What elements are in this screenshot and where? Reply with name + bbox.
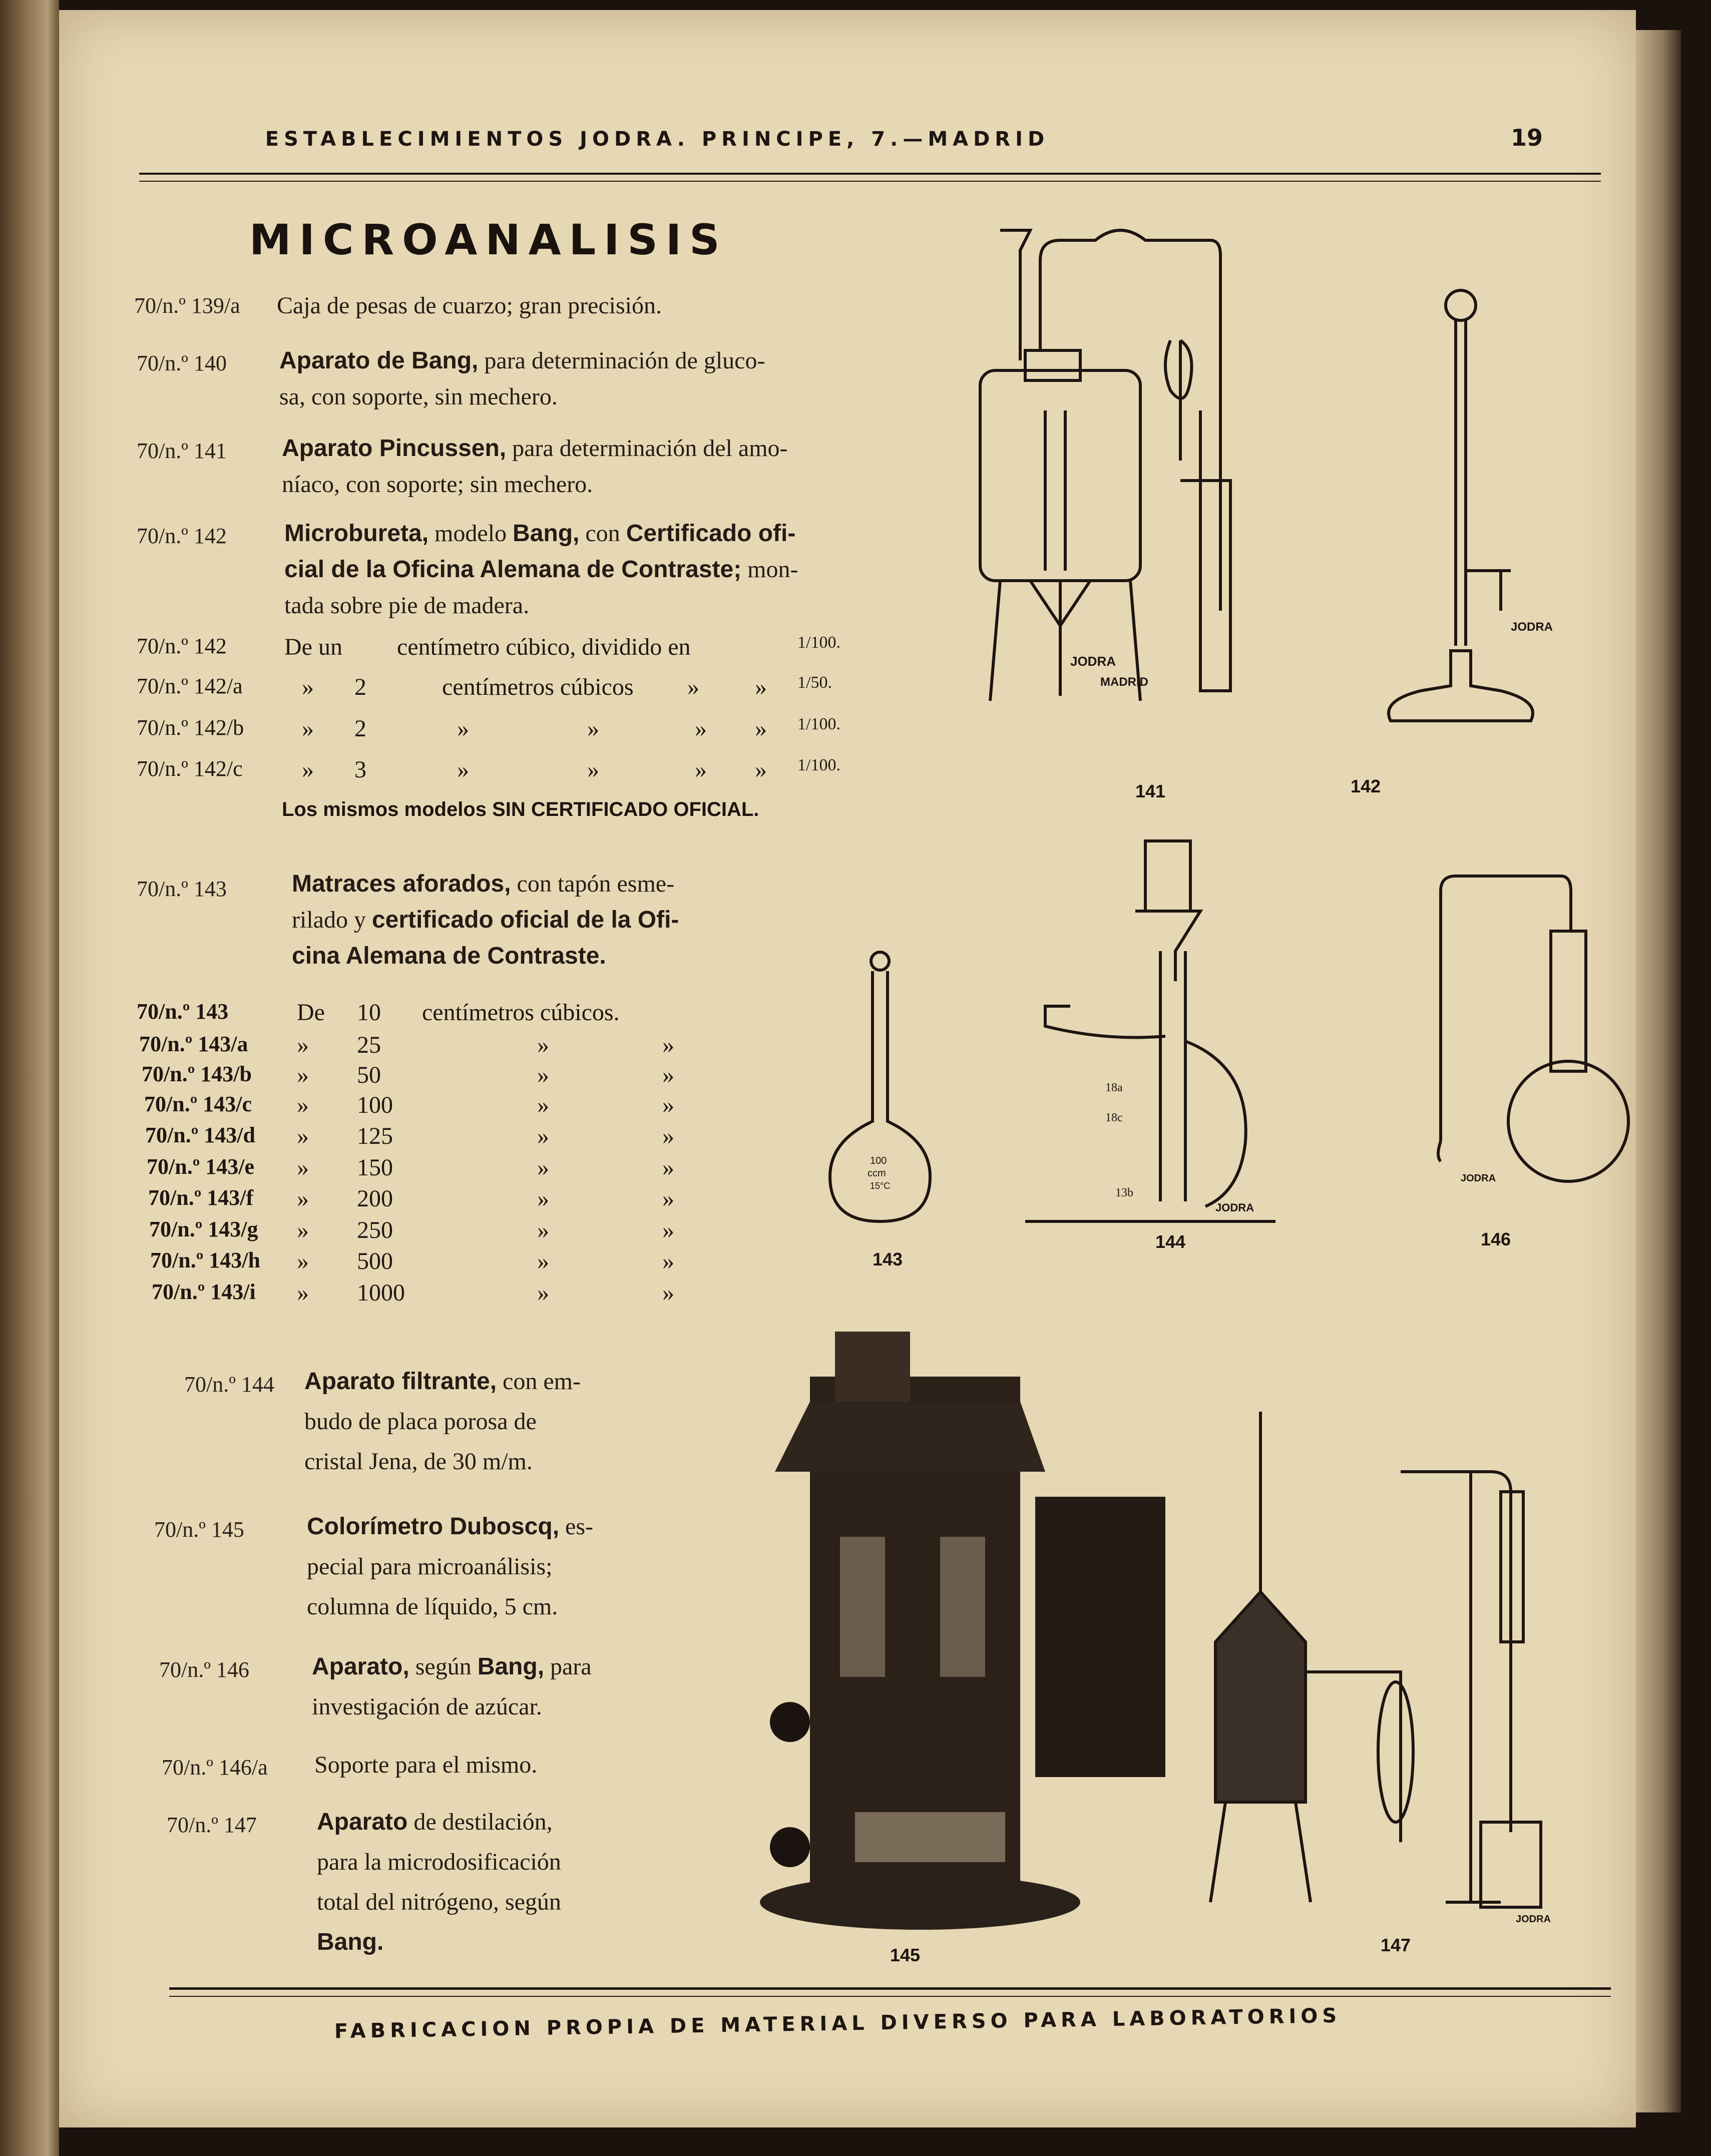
- figure-141-illustration: [970, 200, 1250, 726]
- entry-text: con tapón esme-: [517, 871, 675, 897]
- matraz-row: [145, 1122, 796, 1152]
- row-cell: »: [695, 715, 707, 742]
- page-footer: FABRICACION PROPIA DE MATERIAL DIVERSO PARA LABORATORIOS: [334, 2004, 1342, 2043]
- row-cell: »: [297, 1185, 309, 1212]
- entry-text: cristal Jena, de 30 m/m.: [304, 1448, 533, 1475]
- row-cell: 150: [357, 1154, 393, 1181]
- row-cell: »: [537, 1248, 549, 1274]
- maker-mark: MADRID: [1100, 675, 1148, 689]
- figure-label: 142: [1351, 776, 1381, 796]
- row-code: 70/n.º 143/f: [148, 1185, 254, 1210]
- entry-bold: Aparato Pincussen,: [282, 435, 507, 462]
- row-cell: »: [587, 715, 599, 742]
- page-header: ESTABLECIMIENTOS JODRA. PRINCIPE, 7.—MADRID: [265, 128, 1050, 151]
- entry-code: 70/n.º 139/a: [134, 293, 240, 318]
- entry-description: [284, 516, 975, 624]
- row-cell: »: [662, 1248, 674, 1274]
- entry-bold: Bang,: [513, 520, 580, 547]
- row-code: 70/n.º 143/g: [149, 1217, 258, 1241]
- row-cell: »: [297, 1032, 309, 1058]
- row-cell: »: [537, 1217, 549, 1243]
- row-code: 70/n.º 142/a: [137, 674, 243, 698]
- figure-label: 147: [1381, 1935, 1411, 1955]
- row-cell: »: [587, 756, 599, 783]
- entry-bold: Bang.: [317, 1929, 384, 1955]
- section-title: MICROANALISIS: [249, 215, 728, 264]
- row-cell: 3: [354, 756, 366, 783]
- row-cell: »: [537, 1123, 549, 1149]
- entry-text: Soporte para el mismo.: [314, 1752, 538, 1778]
- entry-text: budo de placa porosa de: [304, 1408, 537, 1435]
- row-cell: 250: [357, 1217, 393, 1243]
- header-rule: [139, 173, 1601, 182]
- figure-142-illustration: [1381, 270, 1571, 751]
- row-code: 70/n.º 142: [137, 634, 227, 658]
- matraz-row: [152, 1279, 802, 1309]
- entry-code: 70/n.º 146: [159, 1657, 249, 1682]
- level-marker: 13b: [1115, 1186, 1133, 1199]
- row-cell: »: [297, 1092, 309, 1118]
- figure-145-illustration: [720, 1312, 1220, 1932]
- figure-143-illustration: [820, 941, 940, 1241]
- row-fraction: 1/50.: [797, 673, 832, 692]
- no-certificate-note: Los mismos modelos SIN CERTIFICADO OFICIAL.: [282, 798, 759, 820]
- row-cell: De un: [284, 634, 342, 660]
- entry-text: para la microdosificación: [317, 1849, 561, 1875]
- entry-code: 70/n.º 144: [184, 1372, 274, 1397]
- matraz-row: [147, 1154, 797, 1184]
- size-row: [137, 715, 888, 745]
- row-cell: »: [537, 1279, 549, 1306]
- figure-label: 146: [1481, 1229, 1511, 1249]
- row-cell: 200: [357, 1185, 393, 1212]
- size-row: [137, 633, 888, 663]
- entry-bold: Matraces aforados,: [292, 871, 511, 897]
- row-cell: 125: [357, 1123, 393, 1149]
- row-code: 70/n.º 142/c: [137, 756, 243, 781]
- entry-bold: Aparato: [317, 1809, 408, 1835]
- row-cell: »: [695, 756, 707, 783]
- figure-label: 145: [890, 1945, 921, 1965]
- entry-text: para determinación del amo-: [512, 435, 788, 462]
- row-cell: »: [662, 1123, 674, 1149]
- row-cell: »: [302, 674, 314, 700]
- size-row: [137, 673, 888, 703]
- entry-text: investigación de azúcar.: [312, 1693, 542, 1720]
- row-fraction: 1/100.: [797, 715, 840, 733]
- row-code: 70/n.º 143/i: [152, 1279, 256, 1304]
- left-page-edge: [0, 0, 59, 2156]
- row-code: 70/n.º 143/b: [142, 1062, 252, 1086]
- size-row: [137, 756, 888, 786]
- row-cell: »: [662, 1032, 674, 1058]
- figure-label: 144: [1155, 1231, 1186, 1252]
- row-cell: centímetro cúbico, dividido en: [397, 634, 691, 660]
- entry-bold: cina Alemana de Contraste.: [292, 943, 606, 969]
- entry-description: [317, 1802, 757, 1962]
- flask-marking: 100: [870, 1155, 887, 1166]
- matraz-row: [150, 1247, 801, 1277]
- entry-text: de destilación,: [413, 1809, 553, 1835]
- entry-text: para: [550, 1653, 592, 1680]
- entry-text: modelo: [435, 520, 507, 547]
- entry-bold: Aparato,: [312, 1653, 409, 1680]
- row-cell: »: [662, 1185, 674, 1212]
- row-cell: »: [537, 1032, 549, 1058]
- row-cell: »: [537, 1062, 549, 1088]
- level-marker: 18a: [1105, 1081, 1123, 1094]
- entry-text: rilado y: [292, 907, 366, 933]
- row-cell: »: [297, 1062, 309, 1088]
- maker-mark: JODRA: [1461, 1173, 1496, 1184]
- entry-text: para determinación de gluco-: [484, 347, 765, 374]
- row-cell: »: [755, 715, 767, 742]
- row-cell: »: [297, 1248, 309, 1274]
- figure-147-illustration: [1180, 1402, 1581, 1927]
- row-code: 70/n.º 143/d: [145, 1123, 255, 1147]
- entry-bold: Aparato de Bang,: [279, 347, 479, 374]
- row-cell: »: [662, 1279, 674, 1306]
- row-cell: »: [662, 1217, 674, 1243]
- row-cell: »: [537, 1092, 549, 1118]
- row-code: 70/n.º 143/h: [150, 1248, 260, 1272]
- row-cell: »: [662, 1062, 674, 1088]
- level-marker: 18c: [1105, 1111, 1123, 1124]
- matraz-row: [148, 1185, 799, 1215]
- row-cell: »: [662, 1092, 674, 1118]
- entry-description: [279, 343, 970, 415]
- footer-rule: [169, 1987, 1611, 1997]
- figure-146-illustration: [1381, 861, 1641, 1221]
- row-code: 70/n.º 143/a: [139, 1032, 248, 1056]
- row-cell: 500: [357, 1248, 393, 1274]
- matraz-row: [139, 1031, 790, 1061]
- entry-text: columna de líquido, 5 cm.: [307, 1593, 558, 1620]
- row-cell: »: [687, 674, 699, 700]
- entry-bold: Colorímetro Duboscq,: [307, 1513, 560, 1540]
- catalog-page: [59, 10, 1636, 2127]
- entry-description: [282, 430, 973, 503]
- row-cell: »: [755, 674, 767, 700]
- matraz-row: [142, 1061, 792, 1091]
- entry-text: total del nitrógeno, según: [317, 1889, 561, 1915]
- entry-text: Caja de pesas de cuarzo; gran precisión.: [277, 292, 662, 319]
- row-cell: centímetros cúbicos.: [422, 999, 620, 1026]
- page-number: 19: [1511, 124, 1543, 151]
- figure-label: 143: [873, 1249, 903, 1269]
- row-cell: De: [297, 999, 325, 1026]
- row-cell: »: [297, 1154, 309, 1181]
- maker-mark: JODRA: [1516, 1914, 1551, 1925]
- entry-text: sa, con soporte, sin mechero.: [279, 383, 558, 410]
- row-cell: 50: [357, 1062, 381, 1088]
- entry-bold: Aparato filtrante,: [304, 1368, 497, 1395]
- row-cell: 100: [357, 1092, 393, 1118]
- entry-description: [304, 1362, 745, 1482]
- matraz-row: [149, 1216, 800, 1246]
- matraz-row: [137, 999, 787, 1029]
- row-code: 70/n.º 142/b: [137, 715, 244, 740]
- entry-text: níaco, con soporte; sin mechero.: [282, 471, 593, 498]
- entry-bold: Certificado ofi-: [626, 520, 796, 547]
- row-cell: 25: [357, 1032, 381, 1058]
- row-cell: »: [537, 1154, 549, 1181]
- page-stack-edge: [1636, 30, 1681, 2112]
- row-cell: »: [662, 1154, 674, 1181]
- entry-text: tada sobre pie de madera.: [284, 592, 530, 619]
- entry-code: 70/n.º 142: [137, 524, 227, 548]
- entry-code: 70/n.º 145: [154, 1517, 244, 1542]
- row-cell: »: [297, 1279, 309, 1306]
- entry-code: 70/n.º 147: [167, 1813, 257, 1837]
- row-fraction: 1/100.: [797, 756, 840, 774]
- flask-marking: 15°C: [870, 1181, 891, 1191]
- row-cell: centímetros cúbicos: [442, 674, 634, 700]
- entry-bold: Bang,: [477, 1653, 545, 1680]
- entry-text: mon-: [747, 556, 798, 583]
- row-code: 70/n.º 143/c: [144, 1092, 252, 1116]
- maker-mark: JODRA: [1511, 620, 1553, 634]
- row-code: 70/n.º 143/e: [147, 1154, 254, 1179]
- row-cell: »: [537, 1185, 549, 1212]
- entry-text: pecial para microanálisis;: [307, 1553, 553, 1580]
- figure-label: 141: [1135, 781, 1166, 801]
- row-cell: 2: [354, 715, 366, 742]
- entry-bold: cial de la Oficina Alemana de Contraste;: [284, 556, 742, 583]
- figure-144-illustration: [1015, 831, 1316, 1231]
- entry-description: [312, 1647, 752, 1727]
- entry-code: 70/n.º 146/a: [162, 1755, 268, 1780]
- row-cell: »: [297, 1123, 309, 1149]
- entry-code: 70/n.º 140: [137, 351, 227, 375]
- row-cell: »: [755, 756, 767, 783]
- maker-mark: JODRA: [1070, 654, 1116, 669]
- row-code: 70/n.º 143: [137, 999, 229, 1024]
- row-cell: 10: [357, 999, 381, 1026]
- row-cell: 2: [354, 674, 366, 700]
- entry-code: 70/n.º 141: [137, 439, 227, 463]
- row-fraction: 1/100.: [797, 633, 840, 652]
- entry-description: [292, 866, 893, 974]
- entry-text: según: [415, 1653, 472, 1680]
- flask-marking: ccm: [868, 1168, 886, 1179]
- row-cell: »: [302, 756, 314, 783]
- row-cell: 1000: [357, 1279, 405, 1306]
- matraz-row: [144, 1091, 795, 1121]
- row-cell: »: [302, 715, 314, 742]
- row-cell: »: [457, 715, 469, 742]
- entry-text: con em-: [503, 1368, 581, 1395]
- row-cell: »: [457, 756, 469, 783]
- entry-text: es-: [565, 1513, 593, 1540]
- entry-code: 70/n.º 143: [137, 877, 227, 901]
- maker-mark: JODRA: [1215, 1201, 1254, 1214]
- entry-bold: Microbureta,: [284, 520, 429, 547]
- entry-bold: certificado oficial de la Ofi-: [371, 907, 679, 933]
- row-cell: »: [297, 1217, 309, 1243]
- entry-text: con: [585, 520, 620, 547]
- entry-description: [307, 1507, 747, 1627]
